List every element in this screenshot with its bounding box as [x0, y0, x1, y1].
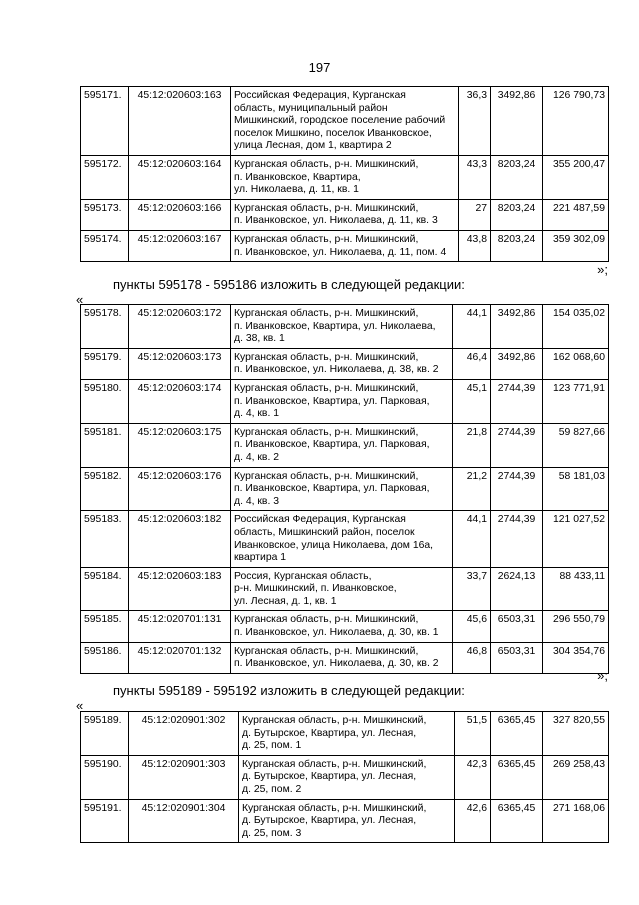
amendment-instruction-2: пункты 595189 - 595192 изложить в следующей редакции: — [113, 683, 465, 698]
address-line: Курганская область, р-н. Мишкинский, — [242, 758, 427, 770]
address-line: Российская Федерация, Курганская — [234, 514, 406, 526]
address-line: Курганская область, р-н. Мишкинский, — [234, 233, 419, 245]
cadastral-number-cell: 45:12:020603:183 — [129, 567, 231, 611]
address-line: Иванковское, улица Николаева, дом 16а, — [234, 539, 434, 551]
address-cell — [231, 379, 453, 423]
registry-table-3 — [80, 711, 609, 843]
rate-cell: 3492,86 — [491, 87, 543, 156]
rate-cell: 6365,45 — [491, 799, 543, 843]
address-line: Курганская область, р-н. Мишкинский, — [234, 202, 419, 214]
address-line: Российская Федерация, Курганская — [234, 90, 406, 101]
table-row — [81, 155, 609, 199]
address-line: улица Лесная, дом 1, квартира 2 — [234, 140, 392, 152]
rate-cell: 2744,39 — [491, 467, 543, 511]
address-line: д. 4, кв. 2 — [234, 451, 280, 463]
item-number-cell: 595178. — [81, 305, 129, 349]
cadastral-value-cell: 359 302,09 — [543, 230, 609, 261]
area-cell: 33,7 — [453, 567, 491, 611]
address-line: область, муниципальный район — [234, 102, 388, 114]
table-row — [81, 611, 609, 642]
page-number: 197 — [308, 60, 331, 75]
item-number-cell: 595181. — [81, 423, 129, 467]
table-row — [81, 199, 609, 230]
area-cell: 46,8 — [453, 642, 491, 673]
cadastral-value-cell: 126 790,73 — [543, 87, 609, 156]
cadastral-value-cell: 355 200,47 — [543, 155, 609, 199]
item-number-cell: 595179. — [81, 348, 129, 379]
cadastral-number-cell: 45:12:020901:303 — [129, 755, 239, 799]
rate-cell: 6365,45 — [491, 755, 543, 799]
amendment-instruction-1: пункты 595178 - 595186 изложить в следующей редакции: — [113, 277, 465, 292]
table-row — [81, 467, 609, 511]
area-cell: 51,5 — [455, 712, 491, 756]
address-line: п. Иванковское, Квартира, ул. Парковая, — [234, 395, 430, 407]
address-line: п. Иванковское, ул. Николаева, д. 11, кв. 3 — [234, 215, 438, 227]
address-line: д. Бутырское, Квартира, ул. Лесная, — [242, 771, 417, 783]
address-line: д. 4, кв. 3 — [234, 495, 280, 507]
registry-table-1 — [80, 86, 609, 262]
address-line: Курганская область, р-н. Мишкинский, — [242, 802, 427, 814]
table-row — [81, 379, 609, 423]
area-cell: 43,3 — [459, 155, 491, 199]
address-line: д. Бутырское, Квартира, ул. Лесная, — [242, 727, 417, 739]
address-line: Курганская область, р-н. Мишкинский, — [234, 614, 419, 626]
table-row — [81, 305, 609, 349]
address-cell — [239, 799, 455, 843]
cadastral-value-cell: 221 487,59 — [543, 199, 609, 230]
address-line: Курганская область, р-н. Мишкинский, — [234, 426, 419, 438]
item-number-cell: 595180. — [81, 379, 129, 423]
cadastral-value-cell: 121 027,52 — [543, 511, 609, 567]
item-number-cell: 595191. — [81, 799, 129, 843]
address-cell — [231, 199, 459, 230]
cadastral-number-cell: 45:12:020603:174 — [129, 379, 231, 423]
address-line: Курганская область, р-н. Мишкинский, — [234, 158, 419, 170]
cadastral-value-cell: 88 433,11 — [543, 567, 609, 611]
area-cell: 44,1 — [453, 511, 491, 567]
cadastral-number-cell: 45:12:020901:302 — [129, 712, 239, 756]
item-number-cell: 595174. — [81, 230, 129, 261]
rate-cell: 3492,86 — [491, 305, 543, 349]
address-line: Мишкинский, городское поселение рабочий — [234, 115, 446, 127]
address-cell — [231, 230, 459, 261]
address-line: Курганская область, р-н. Мишкинский, — [234, 382, 419, 394]
area-cell: 46,4 — [453, 348, 491, 379]
cadastral-value-cell: 296 550,79 — [543, 611, 609, 642]
table-row — [81, 511, 609, 567]
address-cell — [231, 611, 453, 642]
address-cell — [231, 567, 453, 611]
address-line: Курганская область, р-н. Мишкинский, — [234, 308, 419, 319]
address-line: п. Иванковское, Квартира, ул. Николаева, — [234, 320, 436, 332]
address-cell — [231, 87, 459, 156]
table-row — [81, 642, 609, 673]
address-line: ул. Николаева, д. 11, кв. 1 — [234, 184, 359, 196]
address-line: д. 25, пом. 2 — [242, 783, 302, 795]
registry-table-2 — [80, 304, 609, 674]
area-cell: 45,6 — [453, 611, 491, 642]
cadastral-number-cell: 45:12:020603:172 — [129, 305, 231, 349]
area-cell: 45,1 — [453, 379, 491, 423]
cadastral-number-cell: 45:12:020603:175 — [129, 423, 231, 467]
area-cell: 44,1 — [453, 305, 491, 349]
item-number-cell: 595190. — [81, 755, 129, 799]
rate-cell: 3492,86 — [491, 348, 543, 379]
item-number-cell: 595172. — [81, 155, 129, 199]
cadastral-value-cell: 162 068,60 — [543, 348, 609, 379]
address-line: Курганская область, р-н. Мишкинский, — [234, 470, 419, 482]
rate-cell: 2624,13 — [491, 567, 543, 611]
rate-cell: 2744,39 — [491, 379, 543, 423]
area-cell: 42,6 — [455, 799, 491, 843]
cadastral-number-cell: 45:12:020603:164 — [129, 155, 231, 199]
cadastral-number-cell: 45:12:020603:176 — [129, 467, 231, 511]
cadastral-value-cell: 154 035,02 — [543, 305, 609, 349]
address-line: Курганская область, р-н. Мишкинский, — [242, 715, 427, 726]
table-row — [81, 348, 609, 379]
cadastral-number-cell: 45:12:020603:163 — [129, 87, 231, 156]
cadastral-number-cell: 45:12:020701:132 — [129, 642, 231, 673]
item-number-cell: 595185. — [81, 611, 129, 642]
address-cell — [231, 155, 459, 199]
address-line: д. 38, кв. 1 — [234, 333, 285, 345]
cadastral-value-cell: 58 181,03 — [543, 467, 609, 511]
cadastral-number-cell: 45:12:020603:166 — [129, 199, 231, 230]
cadastral-value-cell: 123 771,91 — [543, 379, 609, 423]
rate-cell: 8203,24 — [491, 199, 543, 230]
address-line: р-н. Мишкинский, п. Иванковское, — [234, 583, 397, 595]
rate-cell: 6365,45 — [491, 712, 543, 756]
cadastral-value-cell: 327 820,55 — [543, 712, 609, 756]
address-line: квартира 1 — [234, 552, 287, 564]
area-cell: 43,8 — [459, 230, 491, 261]
address-line: п. Иванковское, ул. Николаева, д. 11, пом. 4 — [234, 246, 447, 258]
address-cell — [231, 467, 453, 511]
cadastral-number-cell: 45:12:020901:304 — [129, 799, 239, 843]
area-cell: 21,8 — [453, 423, 491, 467]
cadastral-number-cell: 45:12:020701:131 — [129, 611, 231, 642]
address-cell — [231, 642, 453, 673]
rate-cell: 2744,39 — [491, 423, 543, 467]
address-line: п. Иванковское, ул. Николаева, д. 38, кв. 2 — [234, 364, 439, 376]
area-cell: 21,2 — [453, 467, 491, 511]
item-number-cell: 595184. — [81, 567, 129, 611]
opening-quote-1: « — [76, 292, 84, 307]
address-line: Курганская область, р-н. Мишкинский, — [234, 351, 419, 363]
address-line: п. Иванковское, Квартира, ул. Парковая, — [234, 439, 430, 451]
address-line: поселок Мишкино, поселок Иванковское, — [234, 127, 432, 139]
address-line: п. Иванковское, Квартира, ул. Парковая, — [234, 483, 430, 495]
rate-cell: 6503,31 — [491, 642, 543, 673]
area-cell: 36,3 — [459, 87, 491, 156]
address-line: д. 25, пом. 3 — [242, 827, 302, 839]
table-row — [81, 799, 609, 843]
cadastral-number-cell: 45:12:020603:182 — [129, 511, 231, 567]
rate-cell: 8203,24 — [491, 230, 543, 261]
address-line: Курганская область, р-н. Мишкинский, — [234, 645, 419, 657]
cadastral-number-cell: 45:12:020603:173 — [129, 348, 231, 379]
address-cell — [239, 755, 455, 799]
address-line: ул. Лесная, д. 1, кв. 1 — [234, 595, 337, 607]
table-row — [81, 712, 609, 756]
address-line: п. Иванковское, ул. Николаева, д. 30, кв. 2 — [234, 658, 439, 670]
address-cell — [231, 511, 453, 567]
cadastral-value-cell: 271 168,06 — [543, 799, 609, 843]
address-line: д. Бутырское, Квартира, ул. Лесная, — [242, 815, 417, 827]
table-row — [81, 423, 609, 467]
cadastral-number-cell: 45:12:020603:167 — [129, 230, 231, 261]
table-row — [81, 87, 609, 156]
item-number-cell: 595173. — [81, 199, 129, 230]
rate-cell: 8203,24 — [491, 155, 543, 199]
cadastral-value-cell: 59 827,66 — [543, 423, 609, 467]
cadastral-value-cell: 269 258,43 — [543, 755, 609, 799]
address-line: д. 4, кв. 1 — [234, 408, 280, 420]
rate-cell: 6503,31 — [491, 611, 543, 642]
cadastral-value-cell: 304 354,76 — [543, 642, 609, 673]
address-cell — [231, 348, 453, 379]
address-line: Россия, Курганская область, — [234, 570, 372, 582]
address-line: д. 25, пом. 1 — [242, 740, 302, 752]
closing-quote-2: »; — [597, 668, 608, 683]
address-cell — [239, 712, 455, 756]
table-row — [81, 755, 609, 799]
rate-cell: 2744,39 — [491, 511, 543, 567]
item-number-cell: 595183. — [81, 511, 129, 567]
item-number-cell: 595186. — [81, 642, 129, 673]
opening-quote-2: « — [76, 698, 84, 713]
table-row — [81, 230, 609, 261]
address-line: п. Иванковское, ул. Николаева, д. 30, кв. 1 — [234, 627, 439, 639]
item-number-cell: 595189. — [81, 712, 129, 756]
item-number-cell: 595171. — [81, 87, 129, 156]
area-cell: 42,3 — [455, 755, 491, 799]
area-cell: 27 — [459, 199, 491, 230]
closing-quote-1: »; — [597, 262, 608, 277]
address-cell — [231, 423, 453, 467]
address-line: п. Иванковское, Квартира, — [234, 171, 361, 183]
table-row — [81, 567, 609, 611]
address-cell — [231, 305, 453, 349]
address-line: область, Мишкинский район, поселок — [234, 526, 415, 538]
item-number-cell: 595182. — [81, 467, 129, 511]
